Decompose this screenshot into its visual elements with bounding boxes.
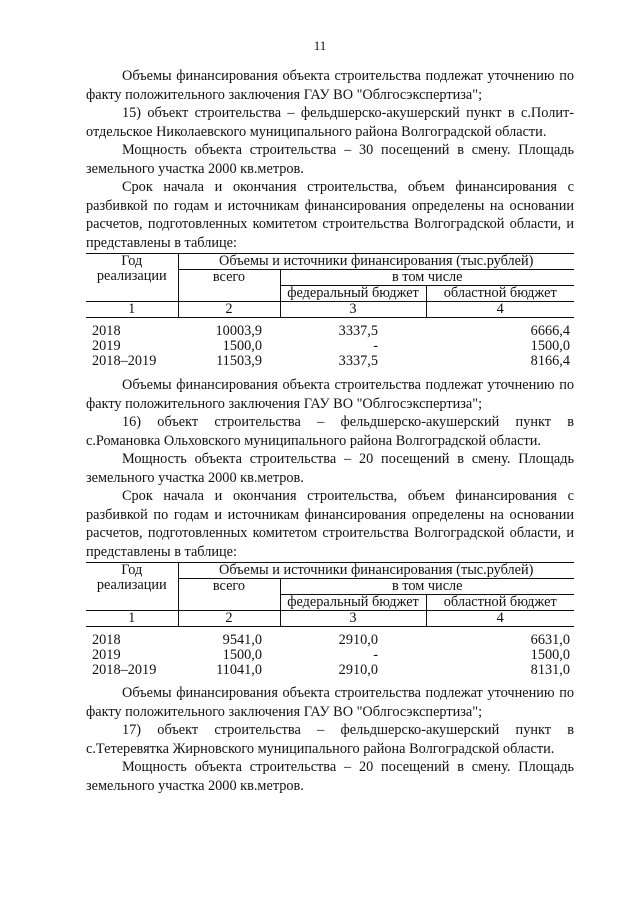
- column-number: 4: [426, 611, 574, 627]
- paragraph-capacity: Мощность объекта строительства – 20 посещений в смену. Площадь земельного участка 2000 кв.метров.: [86, 759, 574, 794]
- column-number: 1: [86, 302, 178, 318]
- column-number: 1: [86, 611, 178, 627]
- table-row: 2019 1500,0 - 1500,0: [92, 647, 570, 663]
- text-block-3: [86, 684, 574, 795]
- column-number: 4: [426, 302, 574, 318]
- paragraph-funding-note: Объемы финансирования объекта строительства подлежат уточнению по факту положительного заключения ГАУ ВО "Облгосэкспертиза";: [86, 685, 574, 720]
- header-total: всего: [178, 579, 280, 611]
- paragraph-capacity: Мощность объекта строительства – 20 посещений в смену. Площадь земельного участка 2000 кв.метров.: [86, 451, 574, 486]
- table-row: 2018–2019 11041,0 2910,0 8131,0: [92, 662, 570, 678]
- header-year: Год реализации: [86, 563, 178, 611]
- paragraph-object-15: 15) объект строительства – фельдшерско-акушерский пункт в с.Полит-отдельское Николаевского муниципального района Волгоградской области.: [86, 105, 574, 140]
- header-including: в том числе: [280, 270, 574, 286]
- text-block-2: [86, 376, 574, 561]
- table-row: 2018 9541,0 2910,0 6631,0: [92, 632, 570, 648]
- funding-table-1: [86, 253, 574, 369]
- header-volumes: Объемы и источники финансирования (тыс.рублей): [178, 254, 574, 270]
- header-including: в том числе: [280, 579, 574, 595]
- funding-table-2: [86, 562, 574, 678]
- paragraph-schedule: Срок начала и окончания строительства, объем финансирования с разбивкой по годам и источникам финансирования определены на основании расчетов, подготовленных комитетом строительства Волгоградской области, и представлены в таблице:: [86, 488, 574, 560]
- header-federal: федеральный бюджет: [280, 595, 426, 611]
- header-regional: областной бюджет: [426, 595, 574, 611]
- header-volumes: Объемы и источники финансирования (тыс.рублей): [178, 563, 574, 579]
- header-regional: областной бюджет: [426, 286, 574, 302]
- table-row: 2018–2019 11503,9 3337,5 8166,4: [92, 353, 570, 369]
- paragraph-funding-note: Объемы финансирования объекта строительства подлежат уточнению по факту положительного заключения ГАУ ВО "Облгосэкспертиза";: [86, 68, 574, 103]
- page-number: 11: [313, 38, 327, 53]
- paragraph-capacity: Мощность объекта строительства – 30 посещений в смену. Площадь земельного участка 2000 кв.метров.: [86, 142, 574, 177]
- paragraph-schedule: Срок начала и окончания строительства, объем финансирования с разбивкой по годам и источникам финансирования определены на основании расчетов, подготовленных комитетом строительства Волгоградской области, и представлены в таблице:: [86, 179, 574, 251]
- table-row: 2018 10003,9 3337,5 6666,4: [92, 323, 570, 339]
- text-block-1: [86, 67, 574, 252]
- column-number: 2: [178, 302, 280, 318]
- header-year: Год реализации: [86, 254, 178, 302]
- column-number: 3: [280, 611, 426, 627]
- column-number: 3: [280, 302, 426, 318]
- header-federal: федеральный бюджет: [280, 286, 426, 302]
- table-row: 2019 1500,0 - 1500,0: [92, 338, 570, 354]
- header-total: всего: [178, 270, 280, 302]
- paragraph-object-16: 16) объект строительства – фельдшерско-акушерский пункт в с.Романовка Ольховского муниципального района Волгоградской области.: [86, 414, 574, 449]
- column-number: 2: [178, 611, 280, 627]
- paragraph-funding-note: Объемы финансирования объекта строительства подлежат уточнению по факту положительного заключения ГАУ ВО "Облгосэкспертиза";: [86, 377, 574, 412]
- paragraph-object-17: 17) объект строительства – фельдшерско-акушерский пункт в с.Тетеревятка Жирновского муниципального района Волгоградской области.: [86, 722, 574, 757]
